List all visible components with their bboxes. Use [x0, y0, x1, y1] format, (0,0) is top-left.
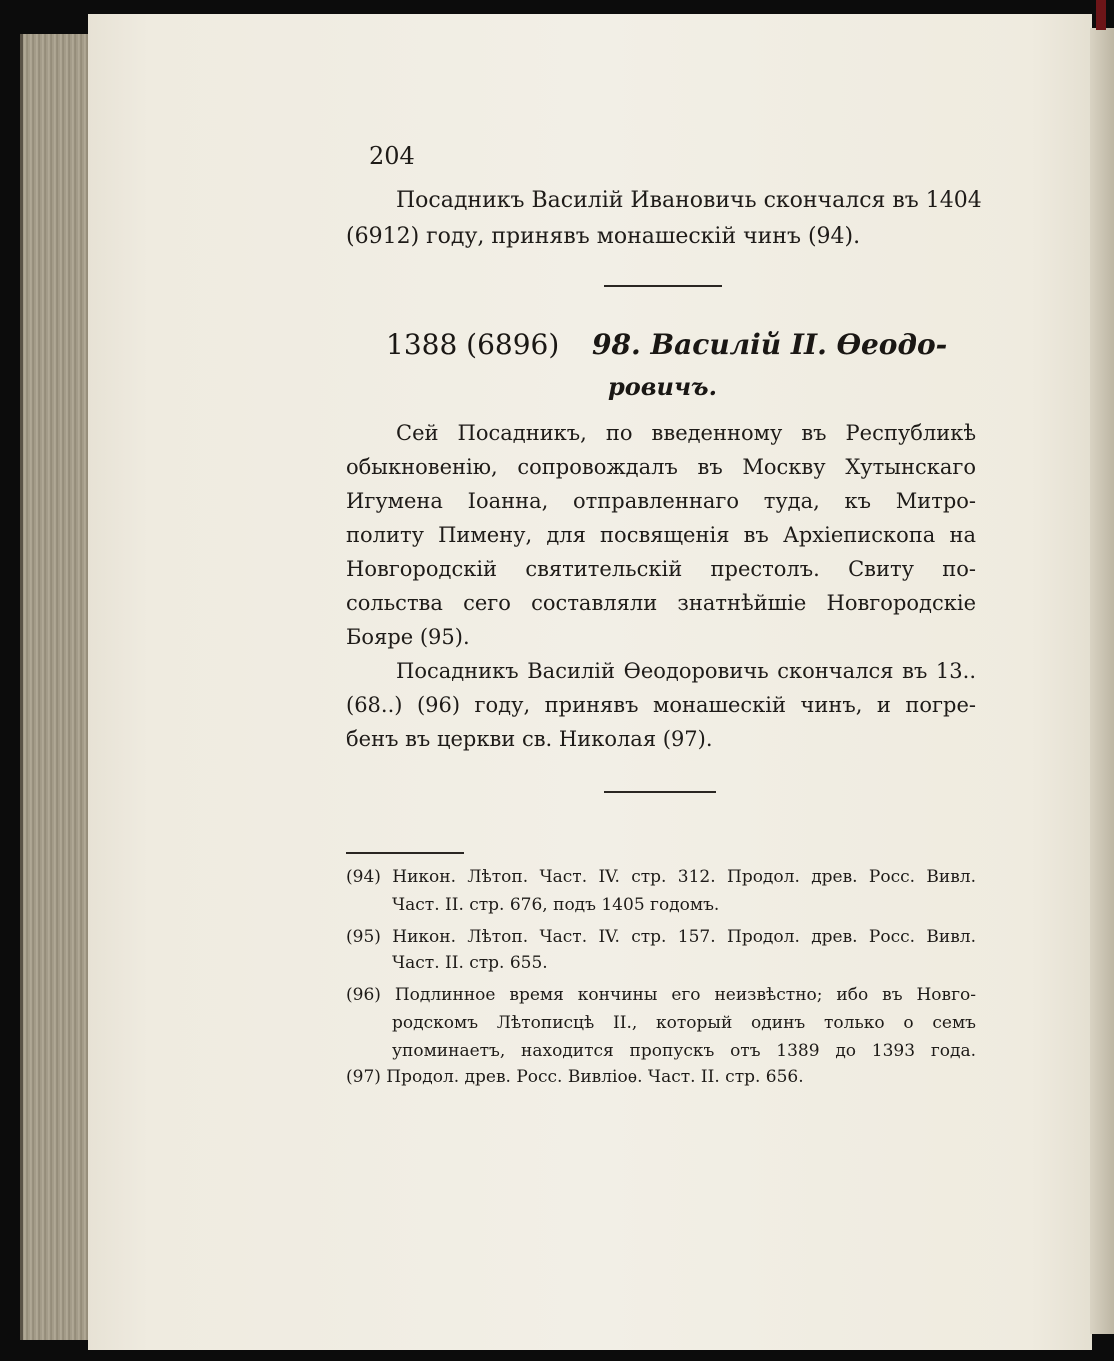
paragraph-1-line-2: обыкновенію, сопровождалъ въ Москву Хутынскаго [346, 455, 976, 479]
paragraph-1-line-6: сольства сего составляли знатнѣйшіе Новгородскіе [346, 591, 976, 615]
section-divider-top [604, 285, 722, 287]
paragraph-1-line-4: политу Пимену, для посвященія въ Архіепископа на [346, 523, 976, 547]
heading-years: 1388 (6896) [386, 328, 560, 361]
footnote-96-line-1: (96) Подлинное время кончины его неизвѣстно; ибо въ Новго- [346, 985, 976, 1005]
right-page-edge [1090, 28, 1114, 1334]
footnote-96-line-3: упоминаетъ, находится пропускъ отъ 1389 до 1393 года. [392, 1041, 976, 1061]
paragraph-2-line-2: (68..) (96) году, принявъ монашескій чинъ, и погре- [346, 693, 976, 717]
section-divider-bottom [604, 791, 716, 793]
bookmark-ribbon [1096, 0, 1106, 30]
intro-line-2: (6912) году, принявъ монашескій чинъ (94). [346, 224, 861, 249]
paragraph-2-line-1: Посадникъ Василій Ѳеодоровичь скончался въ 13.. [396, 659, 976, 683]
paragraph-1-line-5: Новгородскій святительскій престолъ. Свиту по- [346, 557, 976, 581]
intro-line-1: Посадникъ Василій Ивановичь скончался въ 1404 [396, 188, 982, 213]
footnote-97-line-1: (97) Продол. древ. Росс. Вивліоѳ. Част. II. стр. 656. [346, 1067, 804, 1087]
page-number: 204 [369, 142, 415, 170]
paragraph-1-line-7: Бояре (95). [346, 625, 470, 649]
footnote-96-line-2: родскомъ Лѣтописцѣ II., который одинъ только о семъ [392, 1013, 976, 1033]
paragraph-1-line-1: Сей Посадникъ, по введенному въ Республикѣ [396, 421, 976, 445]
paragraph-1-line-3: Игумена Іоанна, отправленнаго туда, къ Митро- [346, 489, 976, 513]
paragraph-2-line-3: бенъ въ церкви св. Николая (97). [346, 727, 713, 751]
footnote-95-line-1: (95) Никон. Лѣтоп. Част. IV. стр. 157. Продол. древ. Росс. Вивл. [346, 927, 976, 947]
heading-title-line-1: 98. Василій II. Ѳеодо- [592, 328, 948, 361]
footnote-95-line-2: Част. II. стр. 655. [392, 953, 548, 973]
book-page-edges [20, 34, 95, 1340]
footnote-94-line-1: (94) Никон. Лѣтоп. Част. IV. стр. 312. Продол. древ. Росс. Вивл. [346, 867, 976, 887]
heading-title-line-2: ровичъ. [608, 372, 717, 401]
footnote-94-line-2: Част. II. стр. 676, подъ 1405 годомъ. [392, 895, 720, 915]
footnote-rule [346, 852, 464, 854]
